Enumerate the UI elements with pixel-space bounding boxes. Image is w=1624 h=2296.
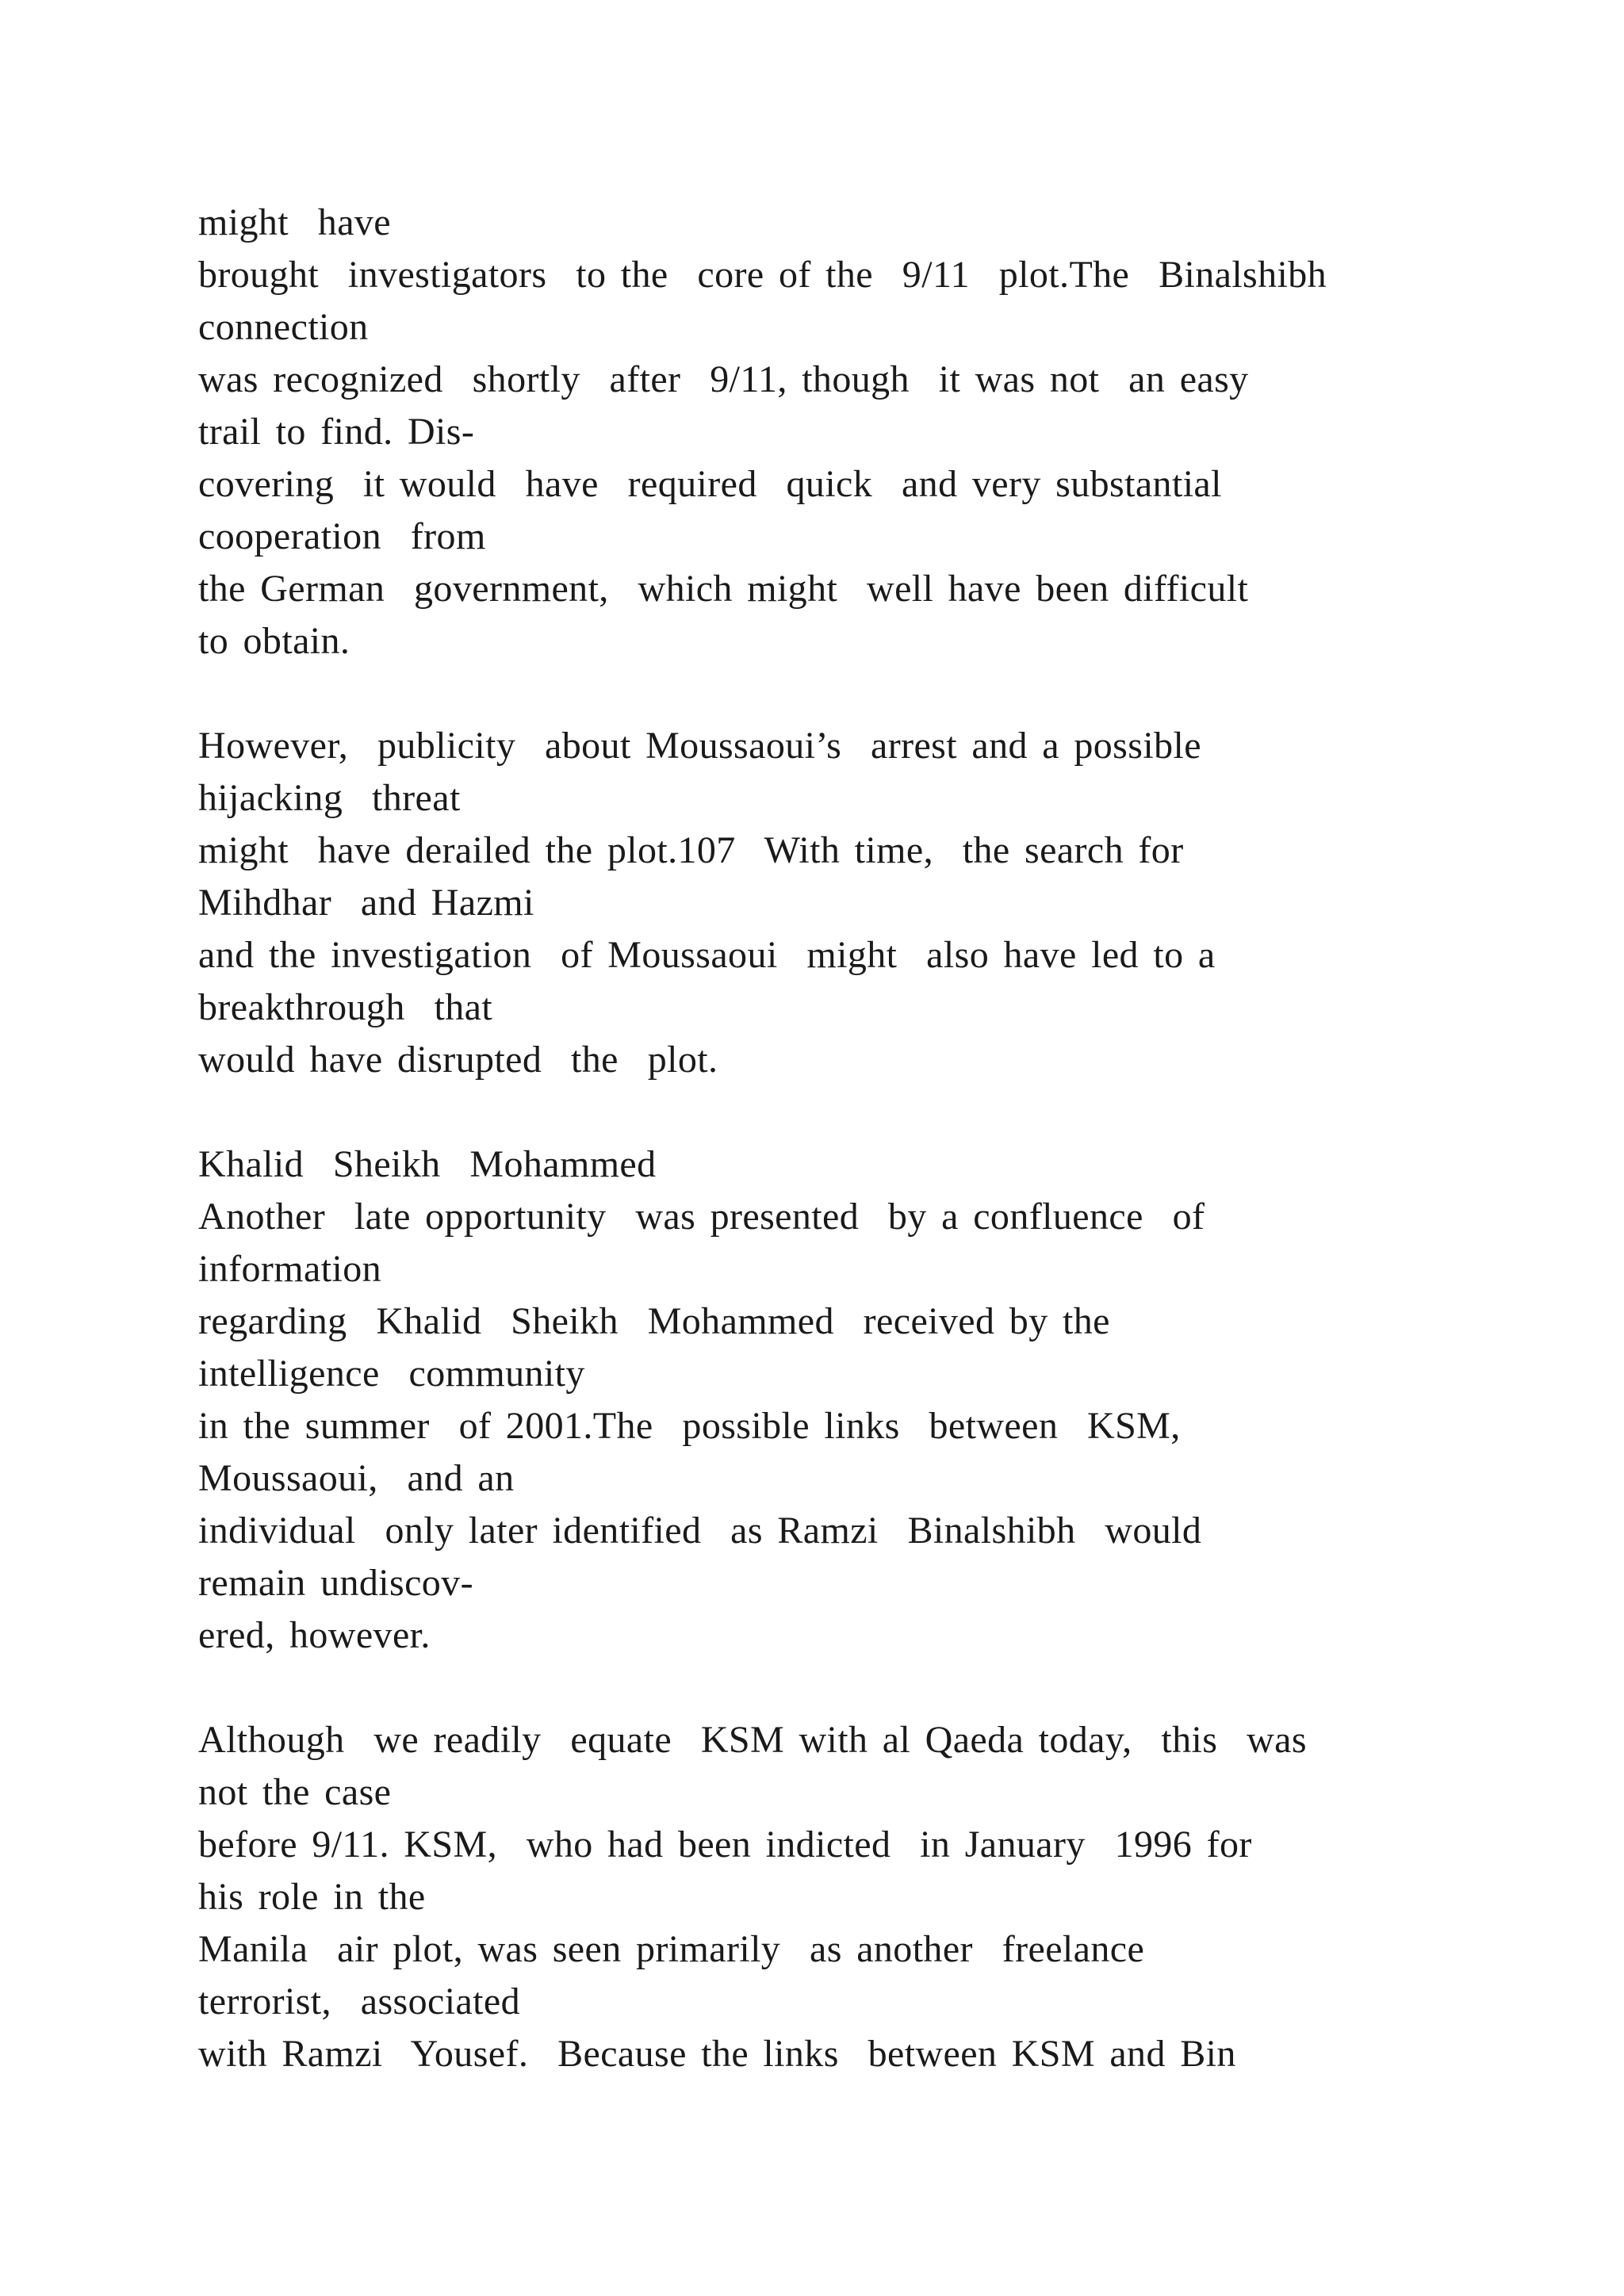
text-line: might have bbox=[198, 201, 392, 243]
text-line: regarding Khalid Sheikh Mohammed received by the bbox=[198, 1300, 1110, 1342]
text-line: information bbox=[198, 1248, 382, 1290]
document-body bbox=[198, 197, 1546, 2080]
text-line: terrorist, associated bbox=[198, 1980, 520, 2022]
text-line: trail to find. Dis- bbox=[198, 411, 475, 453]
text-line: the German government, which might well have been difficult bbox=[198, 568, 1249, 610]
text-line: covering it would have required quick and very substantial bbox=[198, 463, 1222, 505]
text-line: breakthrough that bbox=[198, 986, 493, 1028]
text-line: individual only later identified as Ramzi Binalshibh would bbox=[198, 1510, 1202, 1552]
text-line: Another late opportunity was presented by a confluence of bbox=[198, 1196, 1205, 1238]
text-line: Manila air plot, was seen primarily as another freelance bbox=[198, 1928, 1145, 1970]
text-line: Moussaoui, and an bbox=[198, 1457, 515, 1499]
section-heading: Khalid Sheikh Mohammed bbox=[198, 1143, 657, 1185]
paragraph-gap bbox=[198, 668, 1546, 720]
text-line: his role in the bbox=[198, 1876, 426, 1918]
text-line: intelligence community bbox=[198, 1353, 585, 1395]
text-line: brought investigators to the core of the 9/11 plot.The Binalshibh bbox=[198, 254, 1327, 296]
paragraph-gap bbox=[198, 1662, 1546, 1714]
text-line: was recognized shortly after 9/11, though it was not an easy bbox=[198, 358, 1249, 400]
text-line: and the investigation of Moussaoui might also have led to a bbox=[198, 934, 1216, 976]
text-line: with Ramzi Yousef. Because the links between KSM and Bin bbox=[198, 2033, 1236, 2075]
text-line: might have derailed the plot.107 With time, the search for bbox=[198, 829, 1184, 871]
text-line: cooperation from bbox=[198, 515, 486, 557]
text-line: remain undiscov- bbox=[198, 1562, 473, 1604]
text-line: Although we readily equate KSM with al Qaeda today, this was bbox=[198, 1719, 1307, 1761]
text-line: However, publicity about Moussaoui’s arrest and a possible bbox=[198, 725, 1201, 767]
text-line: not the case bbox=[198, 1771, 392, 1813]
text-line: would have disrupted the plot. bbox=[198, 1039, 718, 1081]
text-line: ered, however. bbox=[198, 1614, 431, 1656]
text-line: in the summer of 2001.The possible links between KSM, bbox=[198, 1405, 1181, 1447]
paragraph-gap bbox=[198, 1086, 1546, 1138]
text-line: hijacking threat bbox=[198, 777, 461, 819]
text-line: Mihdhar and Hazmi bbox=[198, 882, 534, 924]
text-line: before 9/11. KSM, who had been indicted in January 1996 for bbox=[198, 1823, 1252, 1866]
text-line: connection bbox=[198, 306, 369, 348]
text-line: to obtain. bbox=[198, 620, 350, 662]
